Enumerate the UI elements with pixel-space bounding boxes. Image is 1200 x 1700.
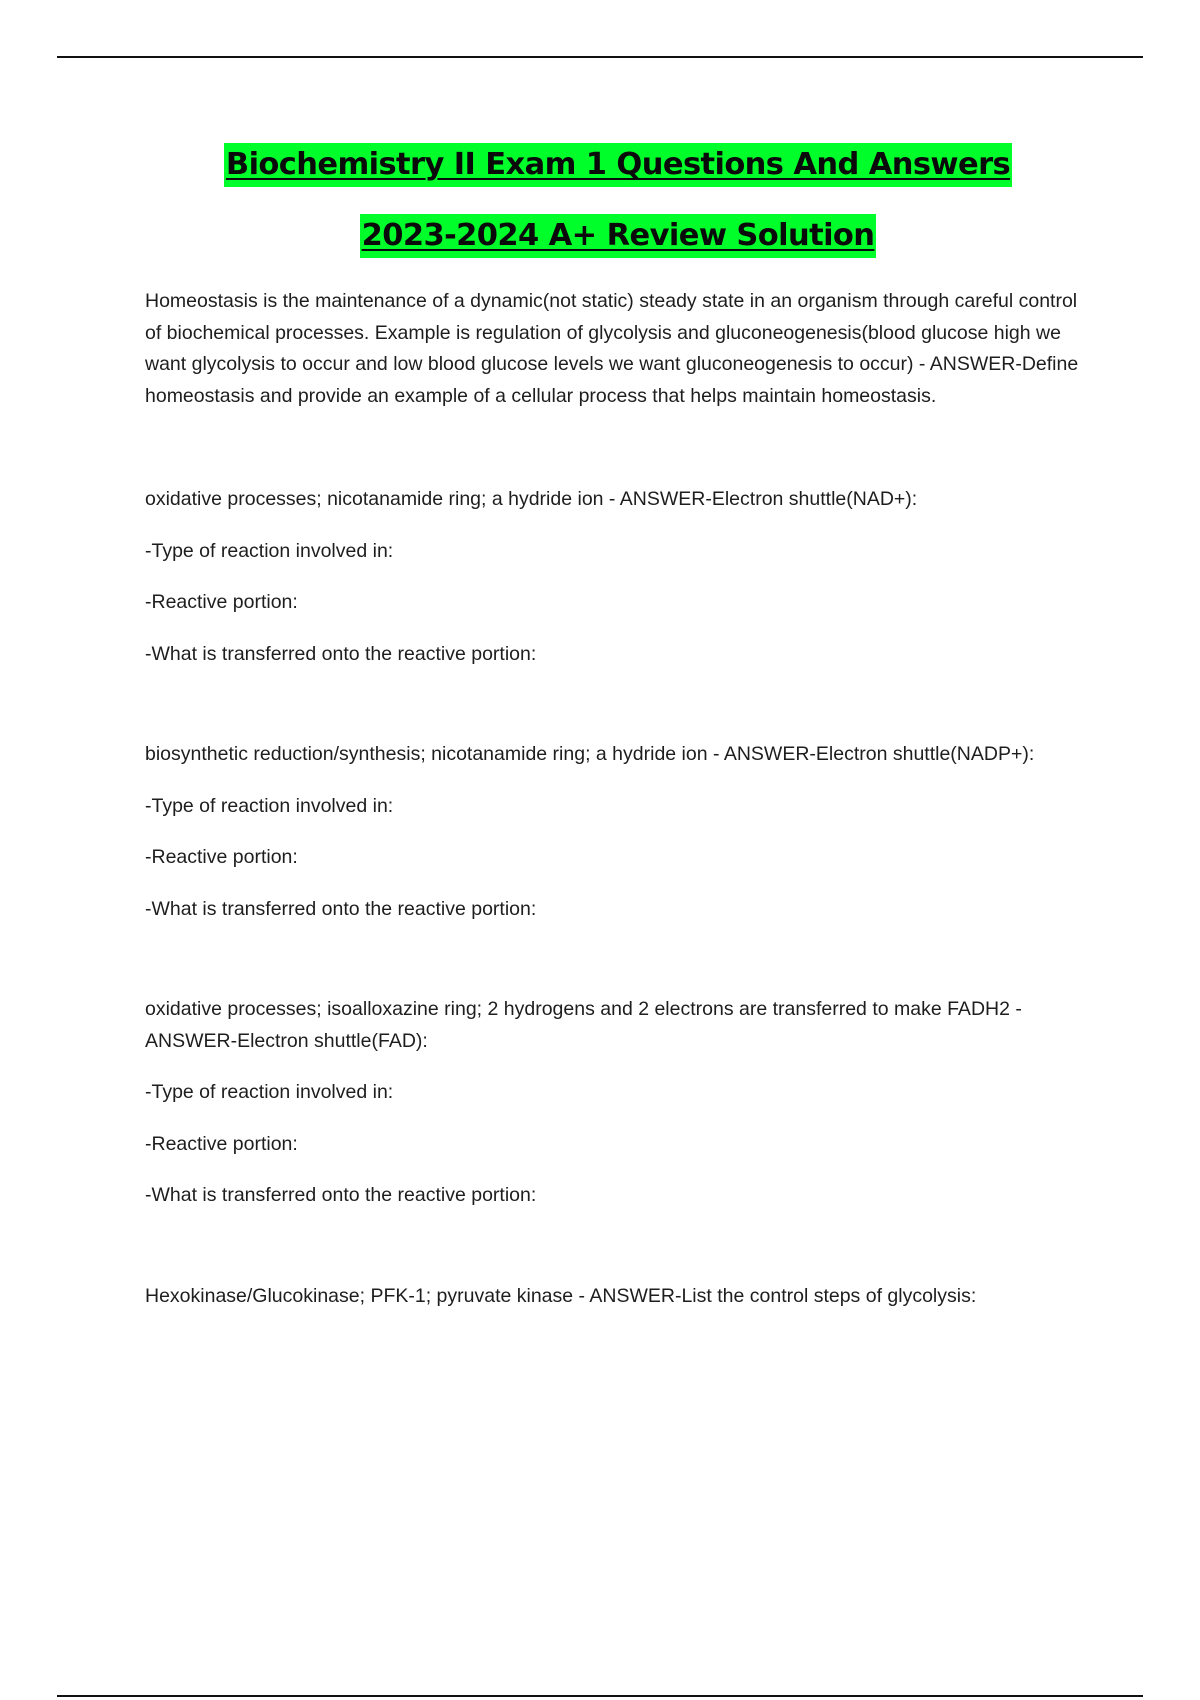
qa-item-nadp: biosynthetic reduction/synthesis; nicotanamide ring; a hydride ion - ANSWER-Electron shuttle(NADP+): (145, 743, 1035, 765)
footer-rule (57, 1695, 1143, 1697)
qa-subitem: -Reactive portion: (145, 846, 298, 868)
qa-subitem: -What is transferred onto the reactive portion: (145, 642, 537, 665)
qa-subitem: -Type of reaction involved in: (145, 539, 394, 562)
title-line-2: 2023-2024 A+ Review Solution (360, 214, 877, 258)
qa-subitem: -Reactive portion: (145, 1132, 298, 1155)
qa-subitem: -Reactive portion: (145, 591, 298, 613)
qa-item-nad: oxidative processes; nicotanamide ring; a hydride ion - ANSWER-Electron shuttle(NAD+): (145, 488, 918, 510)
qa-subitem: -What is transferred onto the reactive portion: (145, 897, 537, 920)
qa-item-fad: oxidative processes; isoalloxazine ring; 2 hydrogens and 2 electrons are transferred to make FADH2 - ANSWER-Electron shuttle(FAD): (145, 998, 1022, 1052)
qa-item-glycolysis: Hexokinase/Glucokinase; PFK-1; pyruvate kinase - ANSWER-List the control steps of glycolysis: (145, 1284, 977, 1307)
header-rule (57, 56, 1143, 58)
qa-subitem: -Type of reaction involved in: (145, 794, 394, 817)
document-body (145, 286, 1090, 1312)
title-line-1: Biochemistry II Exam 1 Questions And Answers (224, 143, 1012, 187)
document-title (0, 143, 1200, 285)
qa-subitem: -Type of reaction involved in: (145, 1081, 394, 1103)
qa-item-homeostasis: Homeostasis is the maintenance of a dynamic(not static) steady state in an organism through careful control of biochemical processes. Example is regulation of glycolysis and gluconeogenesis(blood glucose high we want glycolysis to occur and low blood glucose levels we want gluconeogenesis to occur) - ANSWER-Define homeostasis and provide an example of a cellular process that helps maintain homeostasis. (145, 290, 1079, 407)
qa-subitem: -What is transferred onto the reactive portion: (145, 1184, 537, 1206)
